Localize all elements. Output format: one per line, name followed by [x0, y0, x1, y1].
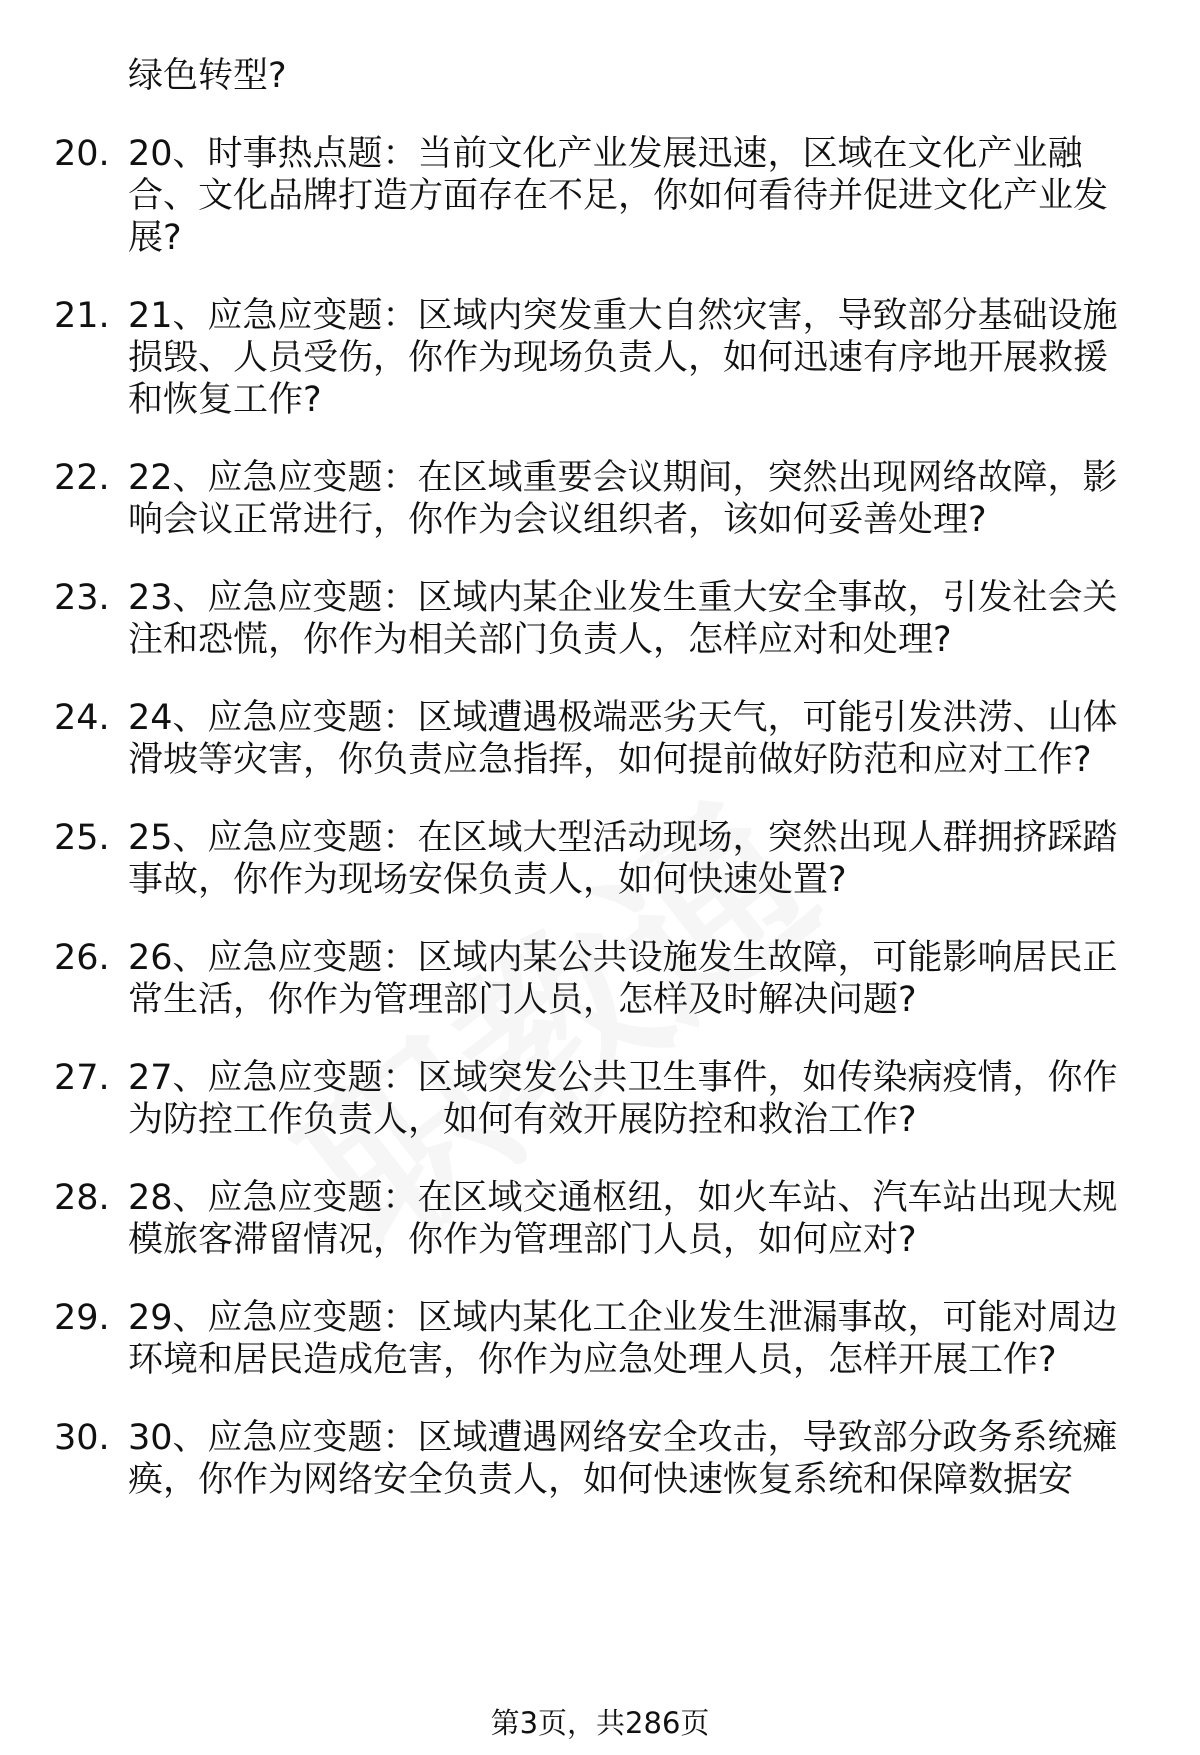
item-line: 合、文化品牌打造方面存在不足，你如何看待并促进文化产业发 — [128, 176, 1109, 216]
item-number: 27. — [54, 1058, 110, 1098]
item-line: 模旅客滞留情况，你作为管理部门人员，如何应对? — [128, 1220, 917, 1260]
item-line: 滑坡等灾害，你负责应急指挥，如何提前做好防范和应对工作? — [128, 740, 1092, 780]
item-number: 29. — [54, 1298, 110, 1338]
item-line: 环境和居民造成危害，你作为应急处理人员，怎样开展工作? — [128, 1340, 1057, 1380]
item-line: 损毁、人员受伤，你作为现场负责人，如何迅速有序地开展救援 — [128, 338, 1109, 378]
item-line: 20、时事热点题：当前文化产业发展迅速，区域在文化产业融 — [128, 134, 1083, 174]
item-line: 注和恐慌，你作为相关部门负责人，怎样应对和处理? — [128, 620, 952, 660]
item-line: 29、应急应变题：区域内某化工企业发生泄漏事故，可能对周边 — [128, 1298, 1118, 1338]
item-line: 27、应急应变题：区域突发公共卫生事件，如传染病疫情，你作 — [128, 1058, 1118, 1098]
item-line: 24、应急应变题：区域遭遇极端恶劣天气，可能引发洪涝、山体 — [128, 698, 1118, 738]
item-number: 23. — [54, 578, 110, 618]
item-line: 28、应急应变题：在区域交通枢纽，如火车站、汽车站出现大规 — [128, 1178, 1118, 1218]
item-number: 24. — [54, 698, 110, 738]
item-line: 23、应急应变题：区域内某企业发生重大安全事故，引发社会关 — [128, 578, 1118, 618]
item-number: 20. — [54, 134, 110, 174]
item-line: 为防控工作负责人，如何有效开展防控和救治工作? — [128, 1100, 917, 1140]
item-line: 26、应急应变题：区域内某公共设施发生故障，可能影响居民正 — [128, 938, 1118, 978]
item-line: 和恢复工作? — [128, 380, 322, 420]
item-number: 22. — [54, 458, 110, 498]
item-line: 常生活，你作为管理部门人员，怎样及时解决问题? — [128, 980, 917, 1020]
item-line: 展? — [128, 218, 182, 258]
item-line: 响会议正常进行，你作为会议组织者，该如何妥善处理? — [128, 500, 987, 540]
page-footer: 第3页，共286页 — [490, 1706, 710, 1740]
continuation-line: 绿色转型? — [128, 56, 287, 96]
item-number: 21. — [54, 296, 110, 336]
item-line: 25、应急应变题：在区域大型活动现场，突然出现人群拥挤踩踏 — [128, 818, 1118, 858]
item-number: 28. — [54, 1178, 110, 1218]
item-line: 痪，你作为网络安全负责人，如何快速恢复系统和保障数据安 — [128, 1460, 1074, 1500]
item-number: 26. — [54, 938, 110, 978]
item-number: 30. — [54, 1418, 110, 1458]
item-line: 30、应急应变题：区域遭遇网络安全攻击，导致部分政务系统瘫 — [128, 1418, 1118, 1458]
item-line: 22、应急应变题：在区域重要会议期间，突然出现网络故障，影 — [128, 458, 1118, 498]
item-line: 21、应急应变题：区域内突发重大自然灾害，导致部分基础设施 — [128, 296, 1118, 336]
item-line: 事故，你作为现场安保负责人，如何快速处置? — [128, 860, 847, 900]
item-number: 25. — [54, 818, 110, 858]
